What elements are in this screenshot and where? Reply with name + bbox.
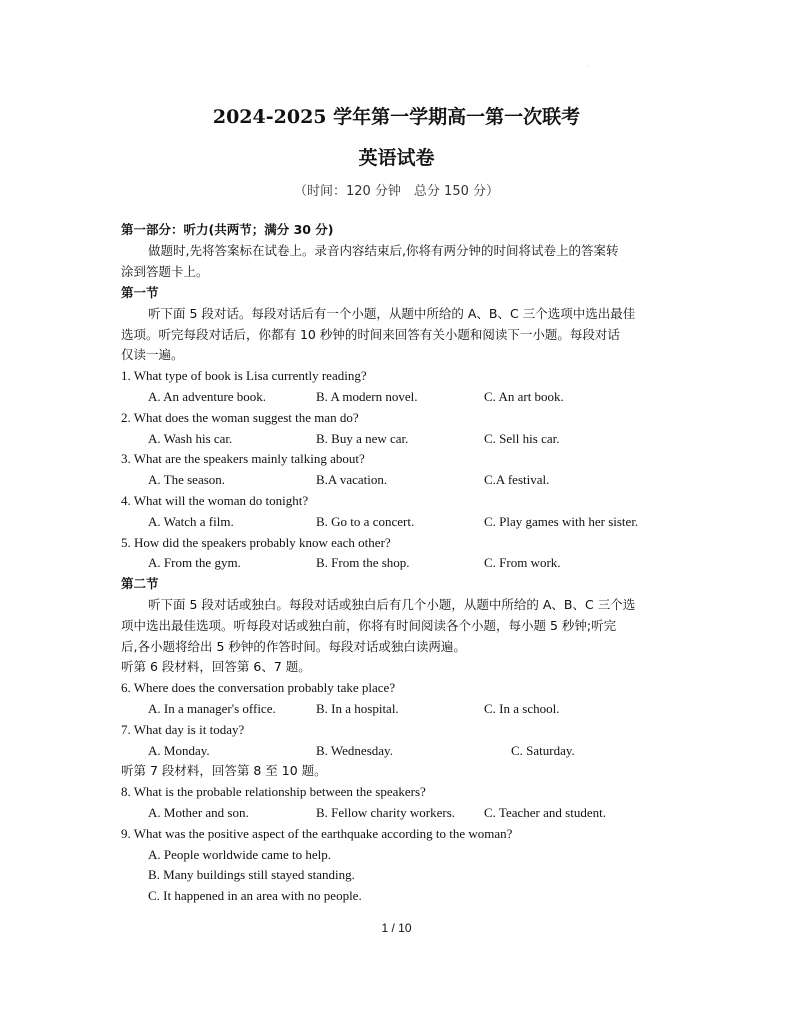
section2-intro-line3: 后,各小题将给出 5 秒钟的作答时间。每段对话或独白读两遍。 <box>121 639 466 654</box>
part1-intro-line2: 涂到答题卡上。 <box>121 264 209 279</box>
section2-intro-line2: 项中选出最佳选项。听每段对话或独白前，你将有时间阅读各个小题，每小题 5 秒钟;听完 <box>121 618 617 633</box>
q1-option-a: A. An adventure book. <box>148 389 267 404</box>
section1-intro-line2: 选项。听完每段对话后，你都有 10 秒钟的时间来回答有关小题和阅读下一小题。每段对话 <box>121 327 620 342</box>
exam-info: （时间：120 分钟 总分 150 分） <box>293 184 500 199</box>
q5-option-a: A. From the gym. <box>148 555 241 570</box>
q2-option-a: A. Wash his car. <box>148 431 233 446</box>
q3-option-b: B.A vacation. <box>316 472 388 487</box>
q4-option-c: C. Play games with her sister. <box>484 514 639 529</box>
q3-option-a: A. The season. <box>148 472 226 487</box>
q8-option-b: B. Fellow charity workers. <box>316 805 456 820</box>
q8-option-a: A. Mother and son. <box>148 805 249 820</box>
q5-option-b: B. From the shop. <box>316 555 410 570</box>
section1-heading: 第一节 <box>121 285 159 300</box>
page-number: 1 / 10 <box>381 921 412 935</box>
q7-option-b: B. Wednesday. <box>316 743 393 758</box>
q4-option-b: B. Go to a concert. <box>316 514 415 529</box>
q9-option-a: A. People worldwide came to help. <box>148 847 332 862</box>
question-8: 8. What is the probable relationship between the speakers? <box>121 784 426 799</box>
q2-option-b: B. Buy a new car. <box>316 431 409 446</box>
q6-option-c: C. In a school. <box>484 701 560 716</box>
question-4: 4. What will the woman do tonight? <box>121 493 309 508</box>
q1-option-c: C. An art book. <box>484 389 564 404</box>
q7-option-a: A. Monday. <box>148 743 210 758</box>
q4-option-a: A. Watch a film. <box>148 514 234 529</box>
question-3: 3. What are the speakers mainly talking about? <box>121 451 365 466</box>
question-6: 6. Where does the conversation probably take place? <box>121 680 396 695</box>
q2-option-c: C. Sell his car. <box>484 431 560 446</box>
section1-intro-line3: 仅读一遍。 <box>121 347 184 362</box>
q9-option-b: B. Many buildings still stayed standing. <box>148 867 355 882</box>
q6-option-b: B. In a hospital. <box>316 701 399 716</box>
question-7: 7. What day is it today? <box>121 722 245 737</box>
question-1: 1. What type of book is Lisa currently reading? <box>121 368 367 383</box>
part1-heading: 第一部分：听力(共两节；满分 30 分) <box>121 222 334 237</box>
q1-option-b: B. A modern novel. <box>316 389 418 404</box>
scan-mark: · <box>587 64 589 70</box>
exam-title: 2024-2025 学年第一学期高一第一次联考 <box>212 106 581 128</box>
material-6-note: 听第 6 段材料，回答第 6、7 题。 <box>121 659 311 674</box>
material-7-note: 听第 7 段材料，回答第 8 至 10 题。 <box>121 763 327 778</box>
part1-intro-line1: 做题时,先将答案标在试卷上。录音内容结束后,你将有两分钟的时间将试卷上的答案转 <box>148 243 619 258</box>
question-9: 9. What was the positive aspect of the earthquake according to the woman? <box>121 826 513 841</box>
section2-intro-line1: 听下面 5 段对话或独白。每段对话或独白后有几个小题，从题中所给的 A、B、C 三个选 <box>148 597 636 612</box>
q7-option-c: C. Saturday. <box>511 743 575 758</box>
exam-subject: 英语试卷 <box>358 147 435 169</box>
question-5: 5. How did the speakers probably know each other? <box>121 535 391 550</box>
q3-option-c: C.A festival. <box>484 472 550 487</box>
q9-option-c: C. It happened in an area with no people. <box>148 888 362 903</box>
section1-intro-line1: 听下面 5 段对话。每段对话后有一个小题，从题中所给的 A、B、C 三个选项中选出最佳 <box>148 306 636 321</box>
q8-option-c: C. Teacher and student. <box>484 805 606 820</box>
q5-option-c: C. From work. <box>484 555 561 570</box>
q6-option-a: A. In a manager's office. <box>148 701 276 716</box>
section2-heading: 第二节 <box>121 576 159 591</box>
question-2: 2. What does the woman suggest the man do? <box>121 410 359 425</box>
